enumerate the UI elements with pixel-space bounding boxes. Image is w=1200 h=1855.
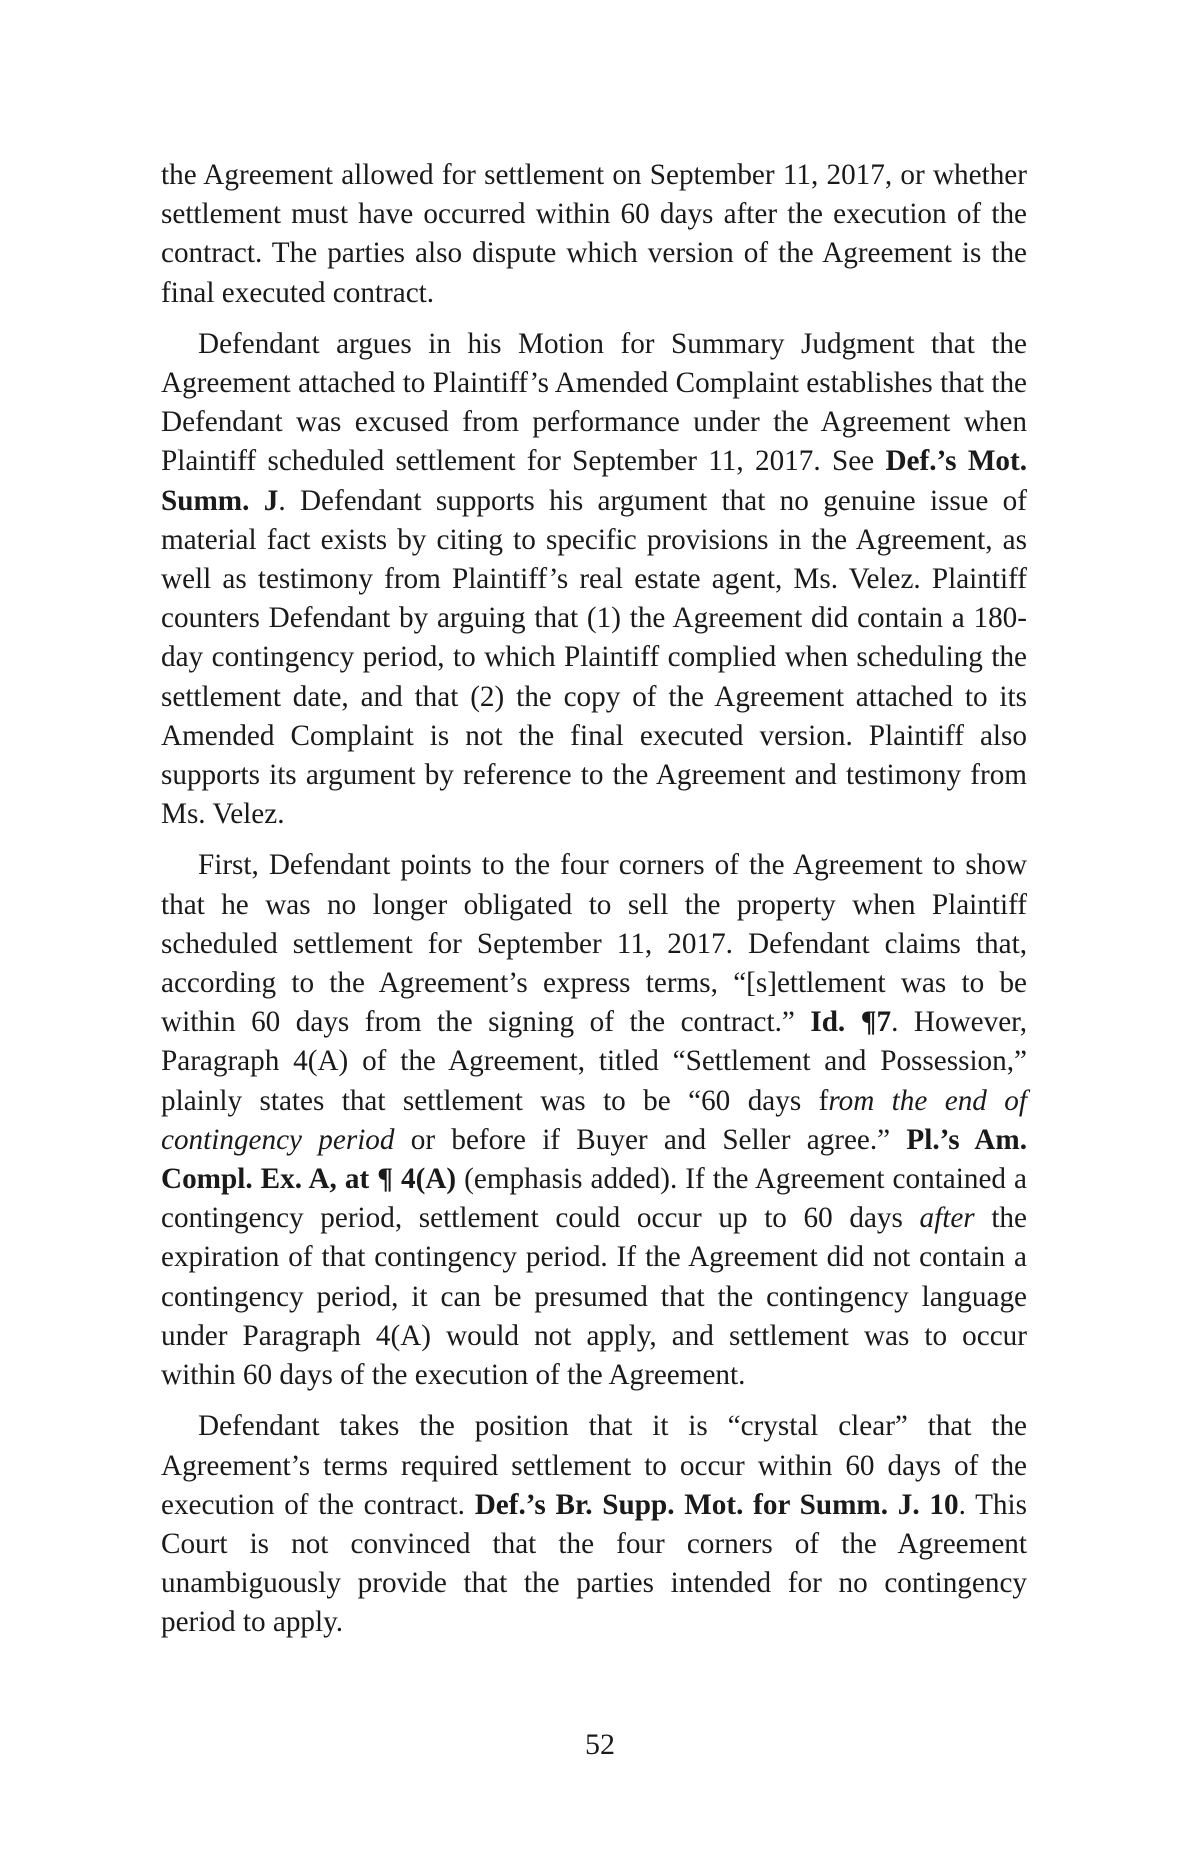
citation: Id. ¶7 — [810, 1006, 892, 1039]
text-run: First, Defendant points to the four corners of the Agreement to show that he was no longer obligated to sell the property when Plaintiff scheduled settlement for September 11, 2017. Defendant claims that, according to the Agreement’s express terms, “[s]ettlement was to be within 60 days from the signing of the contract.” — [161, 849, 1027, 1039]
paragraph — [161, 156, 1027, 313]
text-run: Defendant takes the position that it is “crystal clear” that the Agreement’s terms required settlement to occur within 60 days of the execution of the contract. — [161, 1410, 1027, 1521]
paragraph — [161, 1407, 1027, 1642]
paragraph — [161, 325, 1027, 835]
citation: Def.’s Mot. Summ. J — [161, 445, 1027, 517]
text-run: the Agreement allowed for settlement on September 11, 2017, or whether settlement must have occurred within 60 days after the execution of the contract. The parties also dispute which version of the Agreement is the final executed contract. — [161, 159, 1027, 309]
body-text — [161, 156, 1027, 1655]
text-run: the expiration of that contingency period. If the Agreement did not contain a contingency period, it can be presumed that the contingency language under Paragraph 4(A) would not apply, and settlement was to occur within 60 days of the execution of the Agreement. — [161, 1202, 1027, 1392]
text-run: or before if Buyer and Seller agree.” — [394, 1123, 907, 1156]
paragraph — [161, 846, 1027, 1395]
text-run: . However, Paragraph 4(A) of the Agreement, titled “Settlement and Possession,” plainly states that settlement was to be “60 days f — [161, 1006, 1027, 1117]
emphasis: rom the end of contingency period — [161, 1084, 1028, 1156]
text-run: (emphasis added). If the Agreement contained a contingency period, settlement could occur up to 60 days — [161, 1163, 1027, 1235]
text-run: . This Court is not convinced that the four corners of the Agreement unambiguously provide that the parties intended for no contingency period to apply. — [161, 1488, 1027, 1639]
text-run: Defendant argues in his Motion for Summary Judgment that the Agreement attached to Plaintiff’s Amended Complaint establishes that the Defendant was excused from performance under the Agreement when Plaintiff scheduled settlement for September 11, 2017. See — [161, 327, 1027, 478]
text-run: . Defendant supports his argument that no genuine issue of material fact exists by citing to specific provisions in the Agreement, as well as testimony from Plaintiff’s real estate agent, Ms. Velez. Plaintiff counters Defendant by arguing that (1) the Agreement did contain a 180-day contingency period, to which Plaintiff complied when scheduling the settlement date, and that (2) the copy of the Agreement attached to its Amended Complaint is not the final executed version. Plaintiff also supports its argument by reference to the Agreement and testimony from Ms. Velez. — [161, 484, 1027, 831]
page-number: 52 — [585, 1728, 615, 1761]
citation: Def.’s Br. Supp. Mot. for Summ. J. 10 — [474, 1488, 959, 1521]
emphasis: after — [919, 1202, 975, 1235]
citation: Pl.’s Am. Compl. Ex. A, at ¶ 4(A) — [161, 1123, 1027, 1196]
